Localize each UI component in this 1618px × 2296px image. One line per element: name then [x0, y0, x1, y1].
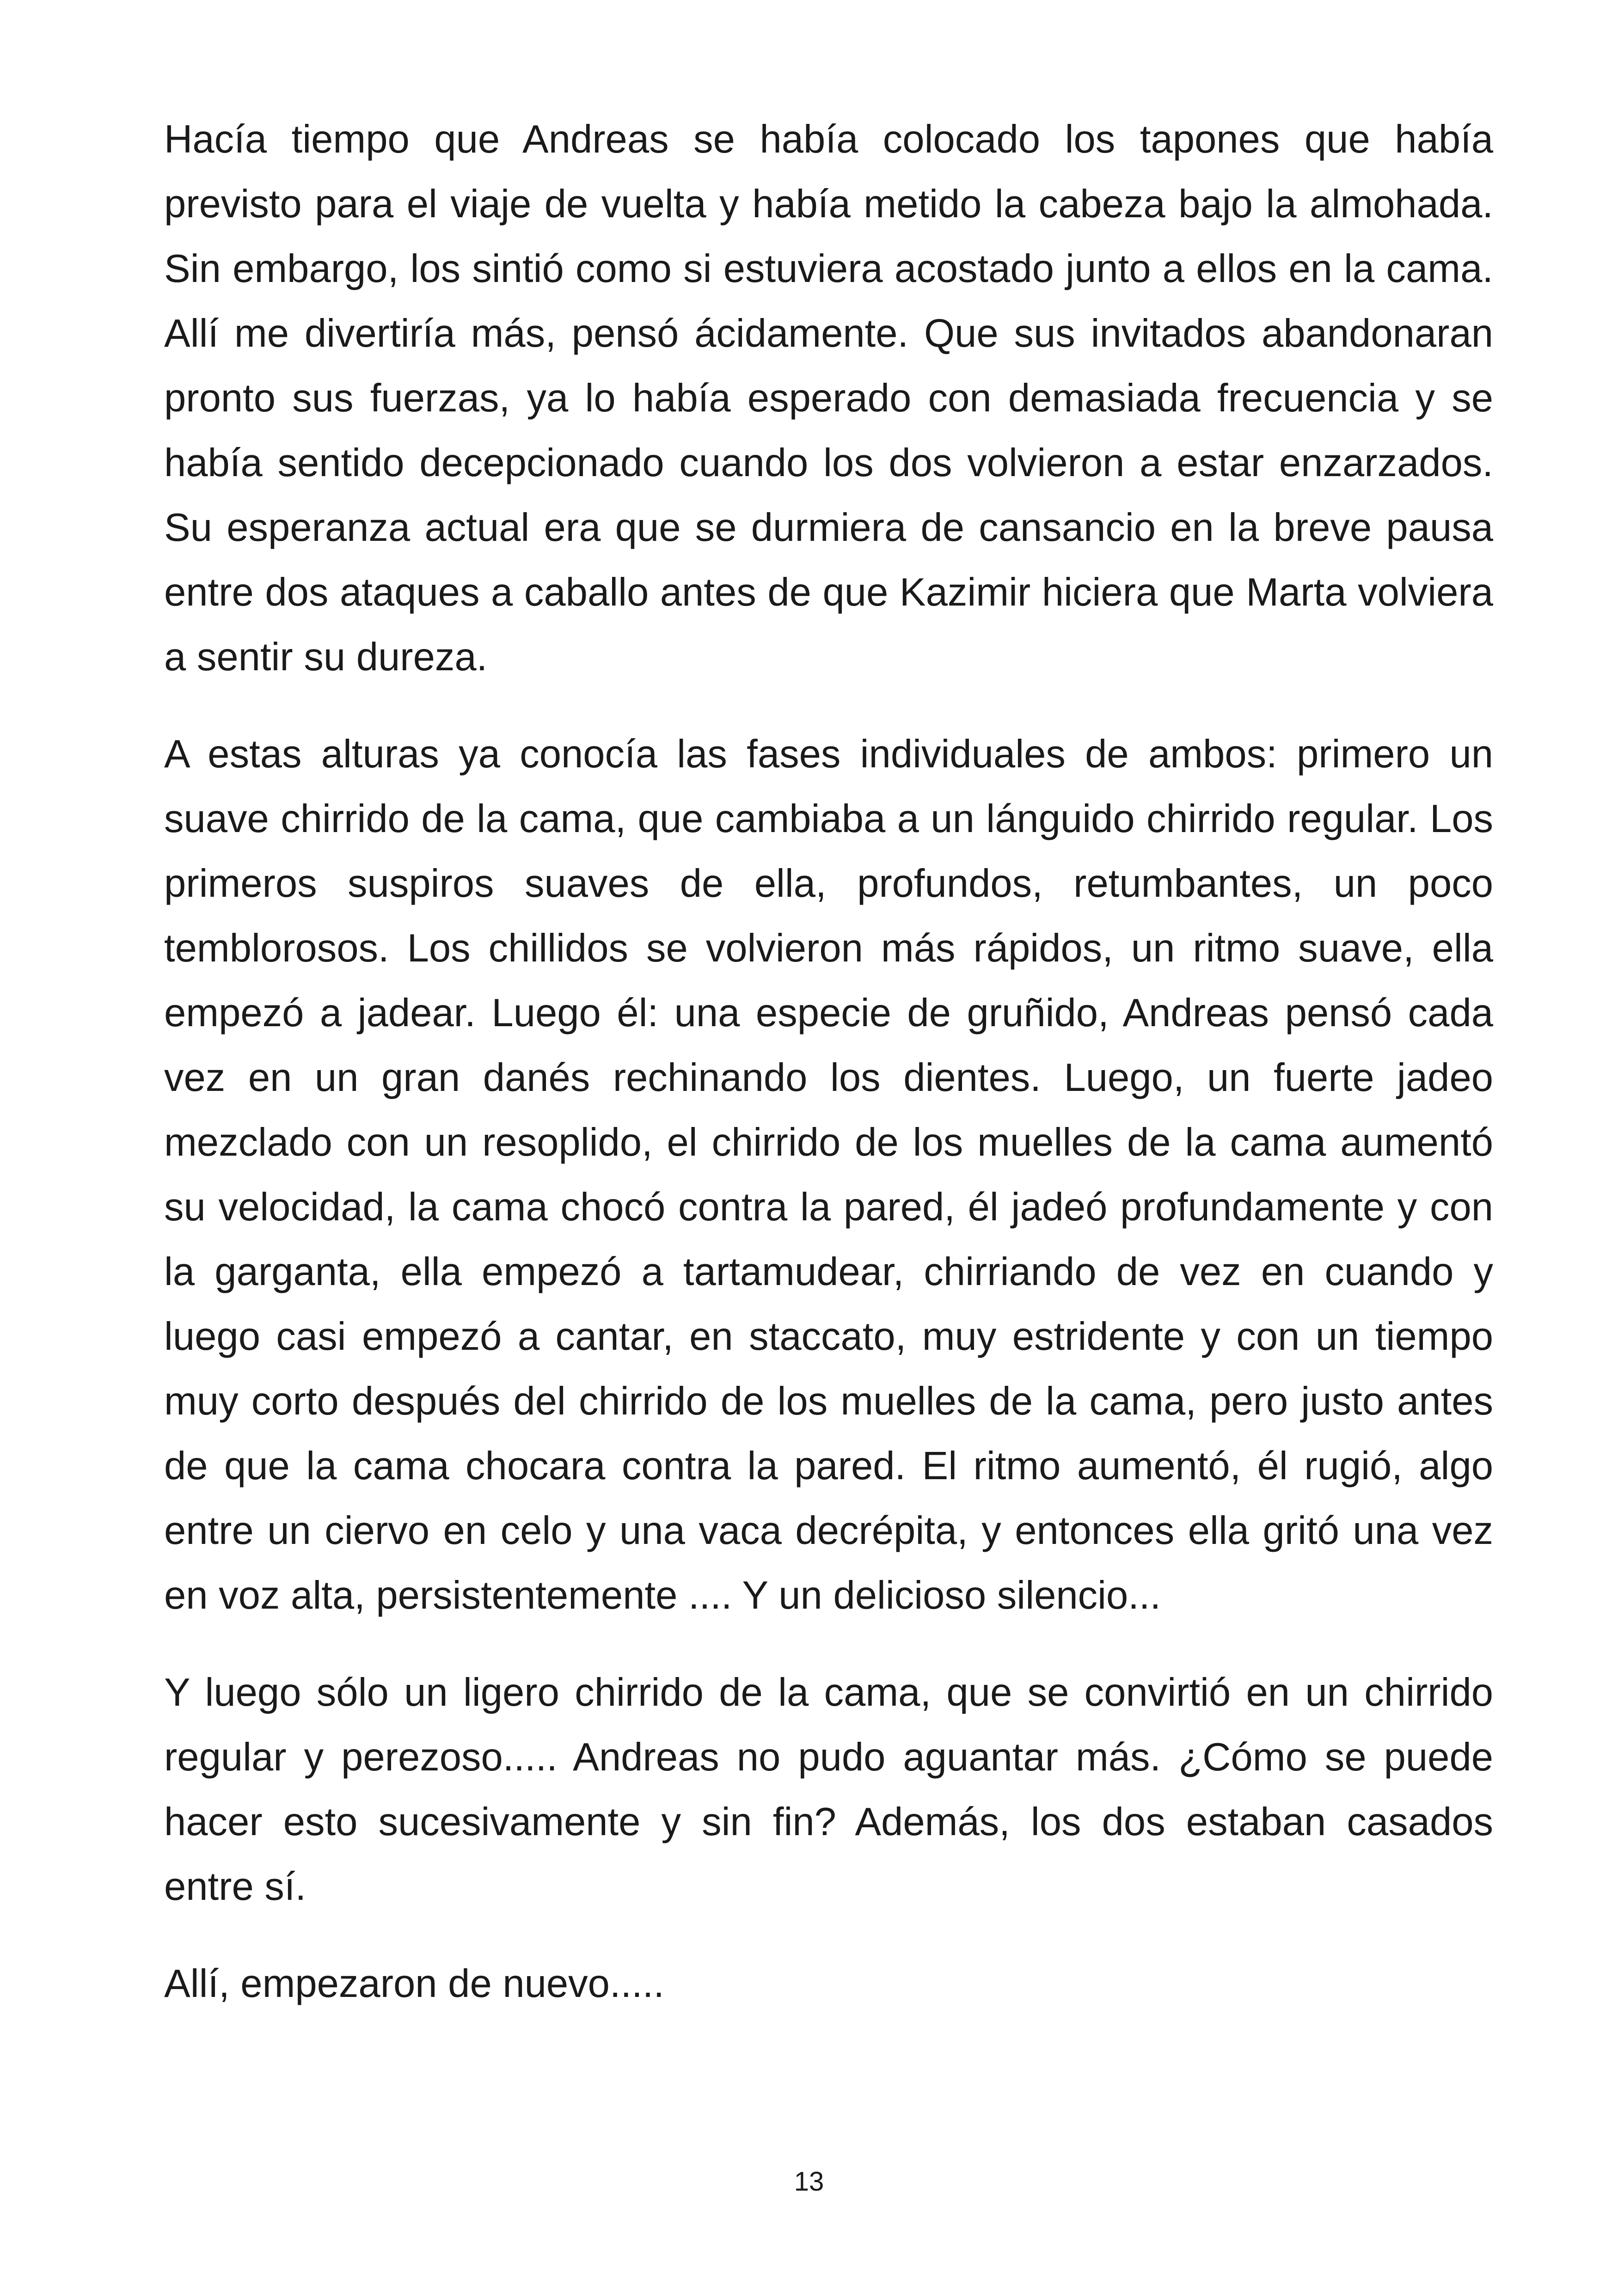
page-number: 13: [794, 2167, 824, 2197]
body-text: [164, 107, 1493, 2016]
paragraph: A estas alturas ya conocía las fases individuales de ambos: primero un suave chirrido de la cama, que cambiaba a un lánguido chirrido regular. Los primeros suspiros suaves de ella, profundos, retumbantes, un poco temblorosos. Los chillidos se volvieron más rápidos, un ritmo suave, ella empezó a jadear. Luego él: una especie de gruñido, Andreas pensó cada vez en un gran danés rechinando los dientes. Luego, un fuerte jadeo mezclado con un resoplido, el chirrido de los muelles de la cama aumentó su velocidad, la cama chocó contra la pared, él jadeó profundamente y con la garganta, ella empezó a tartamudear, chirriando de vez en cuando y luego casi empezó a cantar, en staccato, muy estridente y con un tiempo muy corto después del chirrido de los muelles de la cama, pero justo antes de que la cama chocara contra la pared. El ritmo aumentó, él rugió, algo entre un ciervo en celo y una vaca decrépita, y entonces ella gritó una vez en voz alta, persistentemente .... Y un delicioso silencio...: [164, 732, 1493, 1617]
paragraph: Hacía tiempo que Andreas se había colocado los tapones que había previsto para el viaje de vuelta y había metido la cabeza bajo la almohada. Sin embargo, los sintió como si estuviera acostado junto a ellos en la cama. Allí me divertiría más, pensó ácidamente. Que sus invitados abandonaran pronto sus fuerzas, ya lo había esperado con demasiada frecuencia y se había sentido decepcionado cuando los dos volvieron a estar enzarzados. Su esperanza actual era que se durmiera de cansancio en la breve pausa entre dos ataques a caballo antes de que Kazimir hiciera que Marta volviera a sentir su dureza.: [164, 117, 1493, 679]
paragraph: Y luego sólo un ligero chirrido de la cama, que se convirtió en un chirrido regular y perezoso..... Andreas no pudo aguantar más. ¿Cómo se puede hacer esto sucesivamente y sin fin? Además, los dos estaban casados entre sí.: [164, 1671, 1493, 1909]
paragraph: Allí, empezaron de nuevo.....: [164, 1962, 665, 2006]
